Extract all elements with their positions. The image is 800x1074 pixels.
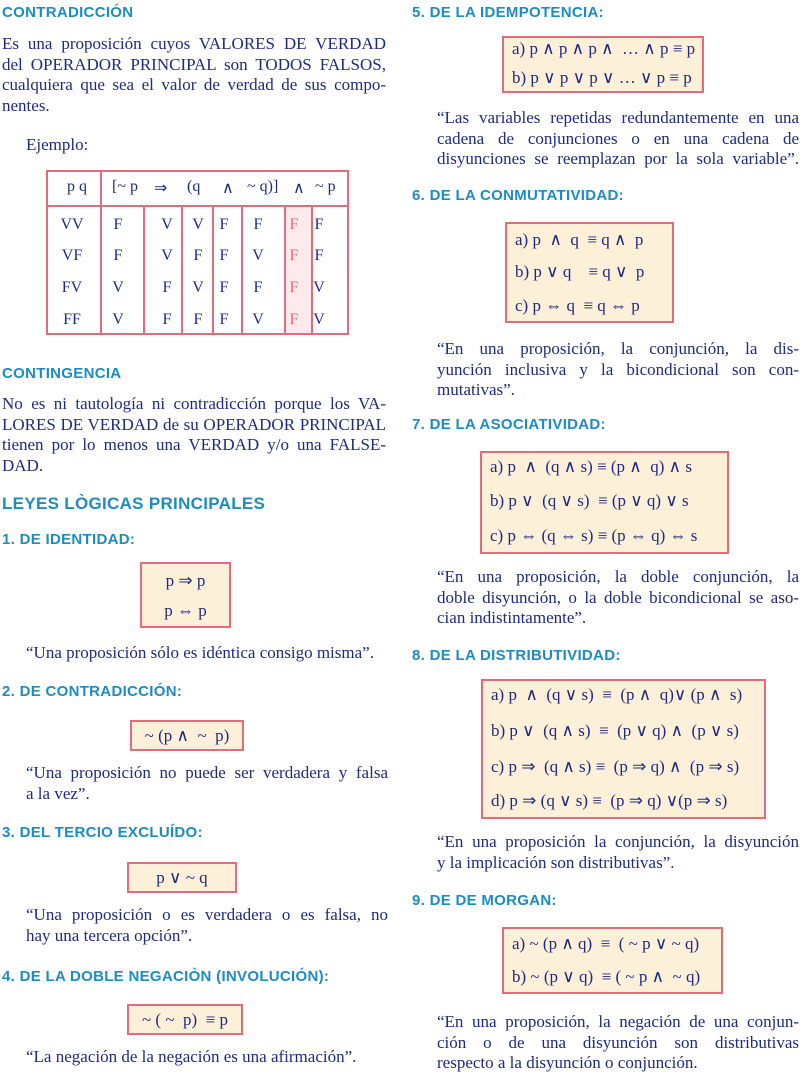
truth-value: V xyxy=(192,216,204,233)
formula: c) p ⇒ (q ∧ s) ≡ (p ⇒ q) ∧ (p ⇒ s) xyxy=(491,757,740,776)
truth-value: V xyxy=(161,216,173,233)
text-line: y la implicación son distributivas”. xyxy=(437,852,675,872)
text-line: cualquiera que sea el valor de verdad de sus compo- xyxy=(2,75,386,94)
text-line: “Una proposición no puede ser verdadera y falsa xyxy=(26,763,388,782)
truth-value: V xyxy=(313,311,325,328)
truth-value: F xyxy=(289,216,299,233)
truth-value: F xyxy=(289,247,299,264)
text-line: Es una proposición cuyos VALORES DE VERDAD xyxy=(2,34,386,53)
law-heading: 4. DE LA DOBLE NEGACIÒN (INVOLUCIÓN): xyxy=(2,968,330,985)
truth-value: V xyxy=(252,311,264,328)
text-line: hay una tercera opción”. xyxy=(26,925,193,945)
text-line: del OPERADOR PRINCIPAL son TODOS FALSOS, xyxy=(2,54,386,74)
law-quote xyxy=(437,832,799,873)
formula-box xyxy=(505,222,674,323)
truth-value: F xyxy=(162,279,172,296)
text-line: No es ni tautología ni contradicción porque los VA- xyxy=(2,394,386,413)
formula: b) p ∨ (q ∧ s) ≡ (p ∨ q) ∧ (p ∨ s) xyxy=(491,721,739,740)
contingencia-heading: CONTINGENCIA xyxy=(2,365,122,382)
header-col: (q xyxy=(187,178,201,195)
truth-value: F xyxy=(289,279,299,296)
formula: a) p ∧ p ∧ p ∧ … ∧ p ≡ p xyxy=(512,39,696,58)
divider xyxy=(100,172,102,333)
formula-box xyxy=(127,862,237,893)
formula: a) ~ (p ∧ q) ≡ ( ~ p ∨ ~ q) xyxy=(512,934,700,953)
truth-value: V xyxy=(313,279,325,296)
text-line: ción o de una disyunción son distributivas xyxy=(437,1032,799,1052)
text-line: respecto a la disyunción o conjunción. xyxy=(437,1053,698,1072)
formula-box xyxy=(130,720,244,751)
row-pq: VV xyxy=(60,216,84,233)
text-line: “En una proposición, la negación de una conjun- xyxy=(437,1012,799,1031)
header-col: ∧ xyxy=(293,180,305,197)
truth-table xyxy=(46,170,349,335)
law-quote xyxy=(26,1047,396,1068)
truth-value: F xyxy=(193,247,203,264)
example-label: Ejemplo: xyxy=(26,135,89,154)
header-pq: p q xyxy=(67,178,87,195)
truth-value: F xyxy=(314,216,324,233)
law-quote xyxy=(437,1012,799,1074)
truth-value: F xyxy=(162,311,172,328)
text-line: cadena de conjunciones o en una cadena de xyxy=(437,128,799,148)
text-line: disyunciones se reemplazan por la sola variable”. xyxy=(437,149,799,168)
row-pq: FV xyxy=(61,279,83,296)
header-col: [~ p xyxy=(112,178,138,195)
formula-box xyxy=(480,451,729,554)
formula: b) p ∨ p ∨ p ∨ … ∨ p ≡ p xyxy=(512,68,692,87)
law-heading: 1. DE IDENTIDAD: xyxy=(2,531,136,548)
law-quote xyxy=(26,643,388,664)
text-line: nentes. xyxy=(2,95,50,115)
header-col: ⇒ xyxy=(154,180,168,197)
formula: p ⇒ p xyxy=(165,571,206,590)
formula-box xyxy=(481,679,766,819)
truth-value: F xyxy=(253,216,263,233)
text-line: a la vez”. xyxy=(26,783,90,803)
text-line: “Una proposición sólo es idéntica consigo misma”. xyxy=(26,643,374,662)
truth-value: F xyxy=(113,216,123,233)
law-quote xyxy=(437,339,799,401)
truth-value: F xyxy=(253,279,263,296)
truth-value: F xyxy=(219,216,229,233)
contingencia-definition xyxy=(2,394,386,476)
section-title: LEYES LÒGICAS PRINCIPALES xyxy=(2,494,266,513)
contradiccion-definition xyxy=(2,34,386,116)
law-heading: 3. DEL TERCIO EXCLUÍDO: xyxy=(2,824,203,841)
truth-value: V xyxy=(252,247,264,264)
text-line: “En una proposición, la doble conjunción, la xyxy=(437,567,799,586)
formula: b) p ∨ (q ∨ s) ≡ (p ∨ q) ∨ s xyxy=(490,491,689,510)
text-line: tienen por lo menos una VERDAD y/o una FALSE- xyxy=(2,435,386,454)
law-quote xyxy=(26,905,388,946)
truth-value: F xyxy=(113,247,123,264)
formula: p ⇔ p xyxy=(164,601,207,620)
formula: ~ ( ~ p) ≡ p xyxy=(141,1010,229,1029)
row-pq: VF xyxy=(61,247,83,264)
truth-table-header xyxy=(48,172,347,207)
law-heading: 5. DE LA IDEMPOTENCIA: xyxy=(412,4,604,21)
header-col: ∧ xyxy=(222,180,234,197)
text-line: LORES DE VERDAD de su OPERADOR PRINCIPAL xyxy=(2,414,386,434)
contradiccion-heading: CONTRADICCIÓN xyxy=(2,4,134,21)
text-line: cian indistintamente”. xyxy=(437,608,587,627)
text-line: “Una proposición o es verdadera o es falsa, no xyxy=(26,905,388,924)
formula: b) p ∨ q ≡ q ∨ p xyxy=(515,262,645,281)
formula-box xyxy=(140,562,231,628)
formula: a) p ∧ q ≡ q ∧ p xyxy=(515,230,644,249)
formula: a) p ∧ (q ∧ s) ≡ (p ∧ q) ∧ s xyxy=(490,457,692,476)
formula: c) p ⇔ (q ⇔ s) ≡ (p ⇔ q) ⇔ s xyxy=(490,526,698,545)
law-heading: 7. DE LA ASOCIATIVIDAD: xyxy=(412,416,606,433)
formula: a) p ∧ (q ∨ s) ≡ (p ∧ q)∨ (p ∧ s) xyxy=(491,685,743,704)
text-line: “Las variables repetidas redundantemente en una xyxy=(437,108,799,127)
law-heading: 6. DE LA CONMUTATIVIDAD: xyxy=(412,187,624,204)
header-col: ~ q)] xyxy=(247,178,279,195)
formula-box xyxy=(502,927,723,994)
truth-value: F xyxy=(314,247,324,264)
formula-box xyxy=(127,1004,243,1035)
row-pq: FF xyxy=(63,311,81,328)
law-heading: 2. DE CONTRADICCIÓN: xyxy=(2,683,183,700)
law-quote xyxy=(437,108,799,170)
formula: ~ (p ∧ ~ p) xyxy=(144,726,230,745)
formula-box xyxy=(502,36,704,93)
text-line: “La negación de la negación es una afirmación”. xyxy=(26,1047,357,1066)
truth-value: V xyxy=(112,311,124,328)
text-line: doble disyunción, o la doble bicondicional se aso- xyxy=(437,587,799,607)
law-quote xyxy=(437,567,799,629)
law-heading: 8. DE LA DISTRIBUTIVIDAD: xyxy=(412,647,621,664)
text-line: yunción inclusiva y la bicondicional son con- xyxy=(437,359,799,379)
truth-value: V xyxy=(112,279,124,296)
header-col: ~ p xyxy=(315,178,336,195)
law-heading: 9. DE DE MORGAN: xyxy=(412,892,557,909)
formula: p ∨ ~ q xyxy=(156,868,208,887)
truth-value: F xyxy=(289,311,299,328)
truth-value: F xyxy=(219,311,229,328)
formula: d) p ⇒ (q ∨ s) ≡ (p ⇒ q) ∨(p ⇒ s) xyxy=(491,791,728,810)
text-line: DAD. xyxy=(2,455,44,475)
truth-value: V xyxy=(161,247,173,264)
law-quote xyxy=(26,763,388,804)
text-line: “En una proposición la conjunción, la disyunción xyxy=(437,832,799,851)
truth-value: F xyxy=(219,279,229,296)
truth-value: V xyxy=(192,279,204,296)
truth-value: F xyxy=(219,247,229,264)
truth-value: F xyxy=(193,311,203,328)
text-line: “En una proposición, la conjunción, la dis- xyxy=(437,339,799,358)
formula: c) p ⇔ q ≡ q ⇔ p xyxy=(515,296,640,315)
text-line: mutativas”. xyxy=(437,380,515,399)
formula: b) ~ (p ∨ q) ≡ ( ~ p ∧ ~ q) xyxy=(512,967,701,986)
divider xyxy=(143,205,145,333)
